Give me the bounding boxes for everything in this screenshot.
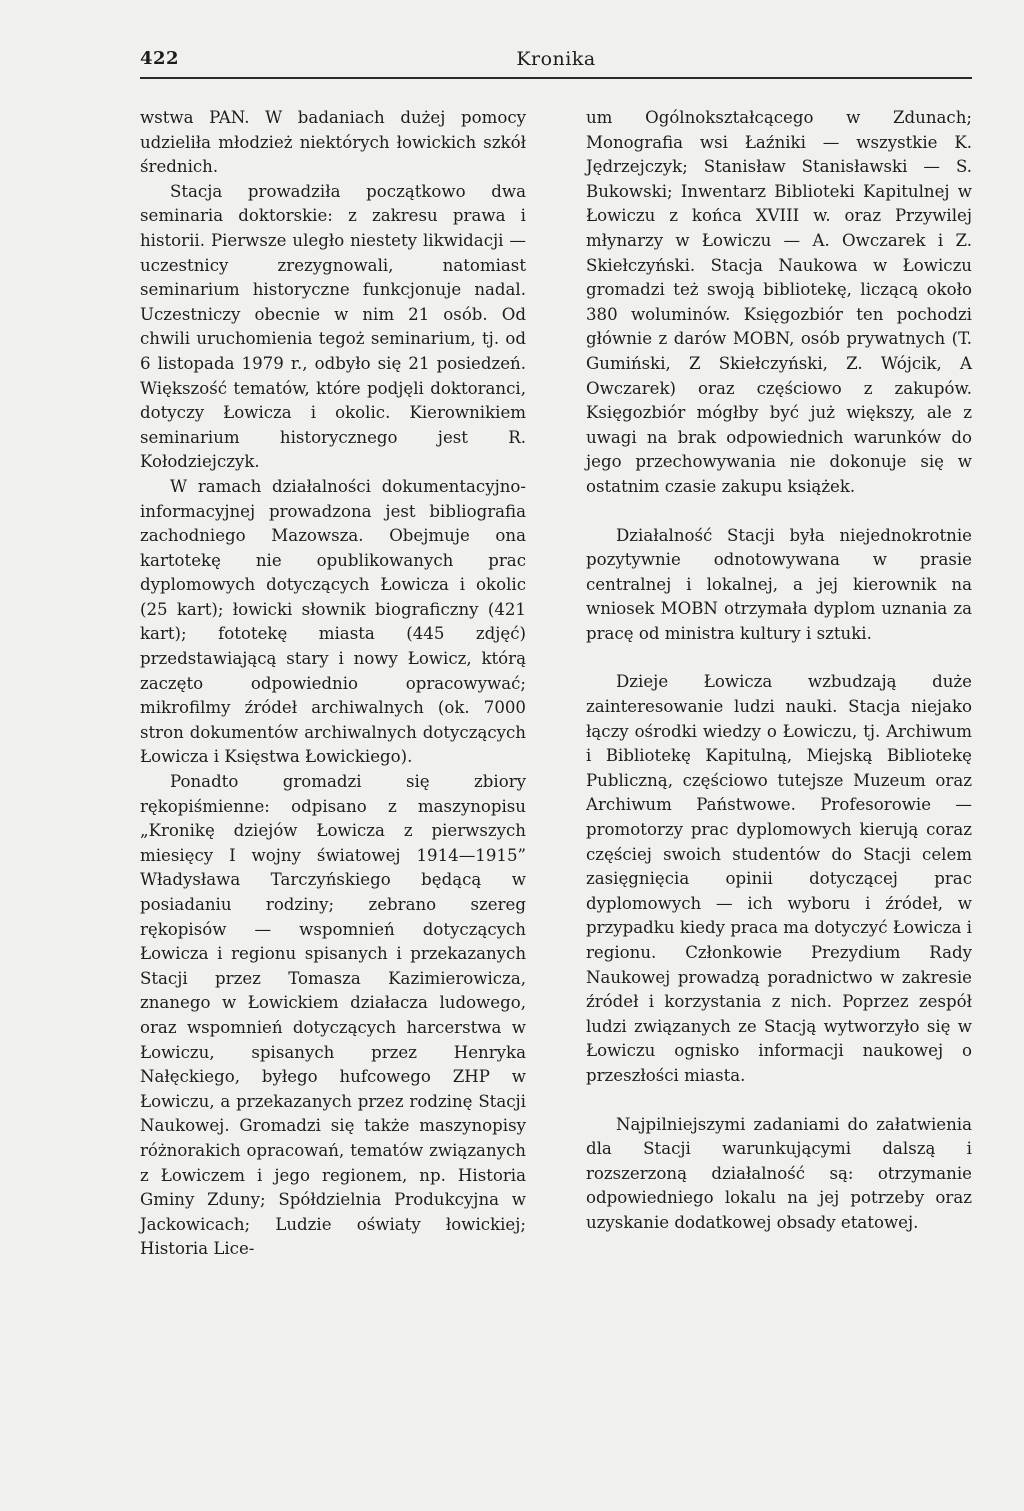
paragraph: Dzieje Łowicza wzbudzają duże zainteresowanie ludzi nauki. Stacja niejako łączy ośrodki wiedzy o Łowiczu, tj. Archiwum i Bibliotekę Kapitulną, Miejską Bibliotekę Publiczną, częściowo tutejsze Muzeum oraz Archiwum Państwowe. Profesorowie — promotorzy prac dyplomowych kierują coraz częściej swoich studentów do Stacji celem zasięgnięcia opinii dotyczącej prac dyplomowych — ich wyboru i źródeł, w przypadku kiedy praca ma dotyczyć Łowicza i regionu. Członkowie Prezydium Rady Naukowej prowadzą poradnictwo w zakresie źródeł i korzystania z nich. Poprzez zespół ludzi związanych ze Stacją wytworzyło się w Łowiczu ognisko informacji naukowej o przeszłości miasta. xyxy=(586,672,972,1085)
paragraph: Najpilniejszymi zadaniami do załatwienia dla Stacji warunkującymi dalszą i rozszerzoną działalność są: otrzymanie odpowiedniego lokalu na jej potrzeby oraz uzyskanie dodatkowej obsady etatowej. xyxy=(586,1114,972,1232)
left-column xyxy=(140,106,526,1262)
paragraph: W ramach działalności dokumentacyjno-informacyjnej prowadzona jest bibliografia zachodniego Mazowsza. Obejmuje ona kartotekę nie opublikowanych prac dyplomowych dotyczących Łowicza i okolic (25 kart); łowicki słownik biograficzny (421 kart); fototekę miasta (445 zdjęć) przedstawiającą stary i nowy Łowicz, którą zaczęto odpowiednio opracowywać; mikrofilmy źródeł archiwalnych (ok. 7000 stron dokumentów archiwalnych dotyczących Łowicza i Księstwa Łowickiego). xyxy=(140,476,526,767)
page-header xyxy=(140,48,972,78)
paragraph: Działalność Stacji była niejednokrotnie pozytywnie odnotowywana w prasie centralnej i lokalnej, a jej kierownik na wniosek MOBN otrzymała dyplom uznania za pracę od ministra kultury i sztuki. xyxy=(586,525,972,643)
paragraph: um Ogólnokształcącego w Zdunach; Monografia wsi Łaźniki — wszystkie K. Jędrzejczyk; Stanisław Stanisławski — S. Bukowski; Inwentarz Biblioteki Kapitulnej w Łowiczu z końca XVIII w. oraz Przywilej młynarzy w Łowiczu — A. Owczarek i Z. Skiełczyński. Stacja Naukowa w Łowiczu gromadzi też swoją bibliotekę, liczącą około 380 woluminów. Księgozbiór ten pochodzi głównie z darów MOBN, osób prywatnych (T. Gumiński, Z Skiełczyński, Z. Wójcik, A Owczarek) oraz częściowo z zakupów. Księgozbiór mógłby być już większy, ale z uwagi na brak odpowiednich warunków do jego przechowywania nie dokonuje się w ostatnim czasie zakupu książek. xyxy=(586,108,972,496)
paragraph: Stacja prowadziła początkowo dwa seminaria doktorskie: z zakresu prawa i historii. Pierwsze uległo niestety likwidacji — uczestnicy zrezygnowali, natomiast seminarium historyczne funkcjonuje nadal. Uczestniczy obecnie w nim 21 osób. Od chwili uruchomienia tegoż seminarium, tj. od 6 listopada 1979 r., odbyło się 21 posiedzeń. Większość tematów, które podjęli doktoranci, dotyczy Łowicza i okolic. Kierownikiem seminarium historycznego jest R. Kołodziejczyk. xyxy=(140,181,526,472)
paragraph: wstwa PAN. W badaniach dużej pomocy udzieliła młodzież niektórych łowickich szkół średnich. xyxy=(140,108,526,177)
header-rule xyxy=(140,77,972,79)
running-title: Kronika xyxy=(516,48,596,70)
page-number: 422 xyxy=(140,48,180,69)
paragraph: Ponadto gromadzi się zbiory rękopiśmienne: odpisano z maszynopisu „Kronikę dziejów Łowicza z pierwszych miesięcy I wojny światowej 1914—1915” Władysława Tarczyńskiego będącą w posiadaniu rodziny; zebrano szereg rękopisów — wspomnień dotyczących Łowicza i regionu spisanych i przekazanych Stacji przez Tomasza Kazimierowicza, znanego w Łowickiem działacza ludowego, oraz wspomnień dotyczących harcerstwa w Łowiczu, spisanych przez Henryka Nałęckiego, byłego hufcowego ZHP w Łowiczu, a przekazanych przez rodzinę Stacji Naukowej. Gromadzi się także maszynopisy różnorakich opracowań, tematów związanych z Łowiczem i jego regionem, np. Historia Gminy Zduny; Spółdzielnia Produkcyjna w Jackowicach; Ludzie oświaty łowickiej; Historia Lice- xyxy=(140,772,526,1259)
right-column xyxy=(586,106,972,1236)
